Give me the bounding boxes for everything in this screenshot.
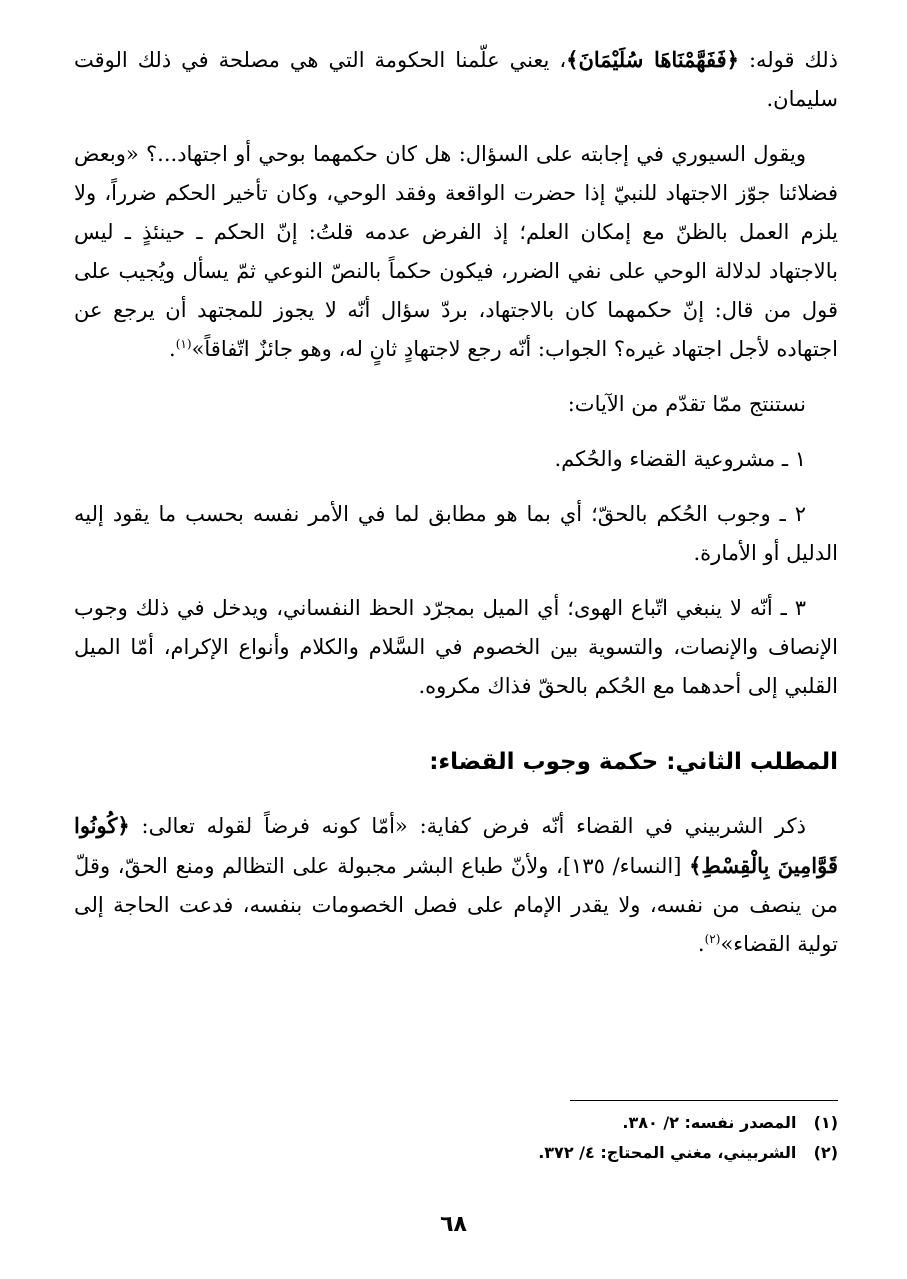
list-item-3: ٣ ـ أنّه لا ينبغي اتّباع الهوى؛ أي الميل بمجرّد الحظ النفساني، ويدخل في ذلك وجوب الإنصاف والإنصات، والتسوية بين الخصوم في السَّلام والكلام وأنواع الإكرام، أمّا الميل القلبي إلى أحدهما مع الحُكم بالحقّ فذاك مكروه.	[74, 596, 838, 698]
paragraph-3: نستنتج ممّا تقدّم من الآيات:	[567, 392, 806, 416]
quran-quote-2: ﴿كُونُوا قَوَّامِينَ بِالْقِسْطِ﴾	[74, 813, 838, 878]
footnotes	[338, 1108, 838, 1168]
footnote-ref-1: (١)	[175, 337, 192, 351]
paragraph-2-end: .	[169, 337, 176, 361]
list-item-2: ٢ ـ وجوب الحُكم بالحقّ؛ أي بما هو مطابق لما في الأمر نفسه بحسب ما يقود إليه الدليل أو الأمارة.	[74, 502, 838, 565]
paragraph-2	[74, 135, 838, 369]
footnote-divider	[570, 1100, 838, 1101]
footnote-number: (٢)	[813, 1143, 838, 1162]
paragraph-7-end: .	[697, 932, 705, 956]
paragraph-7	[74, 806, 838, 964]
footnote-text: الشربيني، مغني المحتاج: ٤/ ٣٧٢.	[538, 1143, 797, 1162]
paragraph-7-pre: ذكر الشربيني في القضاء أنّه فرض كفاية: «أمّا كونه فرضاً لقوله تعالى:	[129, 814, 806, 838]
paragraph-1-pre: ذلك قوله:	[738, 48, 838, 72]
footnote-2	[338, 1138, 838, 1168]
footnote-1	[338, 1108, 838, 1138]
paragraph-1-post: ، يعني علّمنا الحكومة التي هي مصلحة في ذلك الوقت سليمان.	[74, 48, 838, 111]
paragraph-7-post: [النساء/ ١٣٥]، ولأنّ طباع البشر مجبولة على التظالم ومنع الحقّ، وقلّ من ينصف من نفسه، ولا يقدر الإمام على فصل الخصومات بنفسه، فدعت الحاجة إلى تولية القضاء»	[74, 854, 838, 956]
footnote-text: المصدر نفسه: ٢/ ٣٨٠.	[622, 1113, 797, 1132]
page-number: ٦٨	[440, 1212, 467, 1237]
page-body	[74, 40, 838, 980]
footnote-number: (١)	[813, 1113, 838, 1132]
section-heading: المطلب الثاني: حكمة وجوب القضاء:	[429, 749, 838, 775]
list-item-1: ١ ـ مشروعية القضاء والحُكم.	[554, 447, 806, 471]
paragraph-2-text: ويقول السيوري في إجابته على السؤال: هل كان حكمهما بوحي أو اجتهاد...؟ «وبعض فضلائنا جوّز الاجتهاد للنبيّ إذا حضرت الواقعة وفقد الوحي، وكان تأخير الحكم ضرراً، ولا يلزم العمل بالظنّ مع إمكان العلم؛ إذ الفرض عدمه قلتُ: إنّ الحكم ـ حينئذٍ ـ ليس بالاجتهاد لدلالة الوحي على نفي الضرر، فيكون حكماً بالنصّ النوعي ثمّ يسأل ويُجيب على قول من قال: إنّ حكمهما كان بالاجتهاد، بردّ سؤال أنّه لا يجوز للمجتهد أن يرجع عن اجتهاده لأجل اجتهاد غيره؟ الجواب: أنّه رجع لاجتهادٍ ثانٍ له، وهو جائزٌ اتّفاقاً»	[74, 142, 838, 361]
quran-quote-1: ﴿فَفَهَّمْنَاهَا سُلَيْمَانَ﴾	[566, 47, 739, 72]
paragraph-1	[74, 40, 838, 119]
footnote-ref-2: (٢)	[704, 932, 721, 946]
